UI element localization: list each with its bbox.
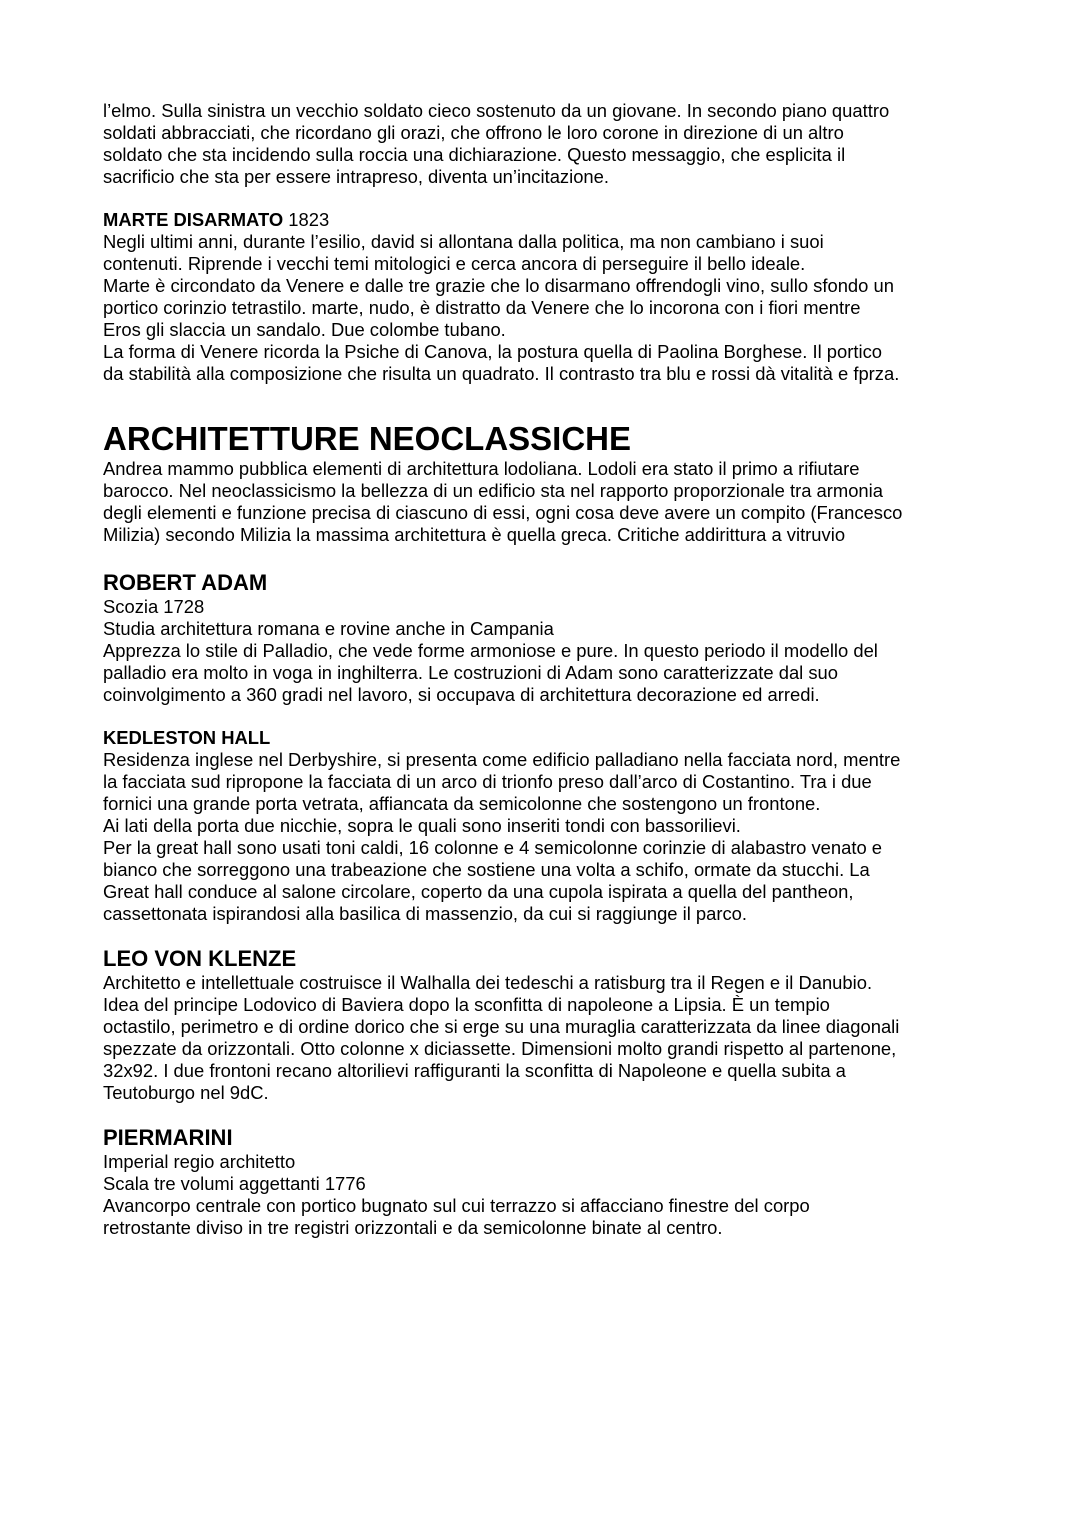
text-line: portico corinzio tetrastilo. marte, nudo, è distratto da Venere che lo incorona con i fiori mentre <box>103 297 861 318</box>
architetture-section <box>103 420 984 546</box>
text-line: Residenza inglese nel Derbyshire, si presenta come edificio palladiano nella facciata nord, mentre <box>103 749 901 770</box>
intro-paragraph <box>103 100 984 188</box>
text-line: Milizia) secondo Milizia la massima architettura è quella greca. Critiche addirittura a vitruvio <box>103 524 846 545</box>
text-line: Per la great hall sono usati toni caldi, 16 colonne e 4 semicolonne corinzie di alabastro venato e <box>103 837 883 858</box>
kedleston-section <box>103 727 984 925</box>
text-line: la facciata sud ripropone la facciata di un arco di trionfo preso dall’arco di Costantino. Tra i due <box>103 771 872 792</box>
text-line: Andrea mammo pubblica elementi di architettura lodoliana. Lodoli era stato il primo a rifiutare <box>103 458 860 479</box>
text-line: Scozia 1728 <box>103 596 205 617</box>
text-line: bianco che sorreggono una trabeazione che sostiene una volta a schifo, ormate da stucchi. La <box>103 859 870 880</box>
klenze-paragraph <box>103 972 984 1104</box>
text-line: soldati abbracciati, che ricordano gli orazi, che offrono le loro corone in direzione di un altro <box>103 122 844 143</box>
marte-section <box>103 209 984 385</box>
text-line: Architetto e intellettuale costruisce il Walhalla dei tedeschi a ratisburg tra il Regen e il Danubio. <box>103 972 873 993</box>
architetture-title: ARCHITETTURE NEOCLASSICHE <box>103 420 632 457</box>
text-line: Marte è circondato da Venere e dalle tre grazie che lo disarmano offrendogli vino, sullo sfondo un <box>103 275 894 296</box>
text-line: cassettonata ispirandosi alla basilica di massenzio, da cui si raggiunge il parco. <box>103 903 748 924</box>
text-line: Avancorpo centrale con portico bugnato sul cui terrazzo si affacciano finestre del corpo <box>103 1195 810 1216</box>
marte-title: MARTE DISARMATO <box>103 209 284 230</box>
klenze-title: LEO VON KLENZE <box>103 946 297 971</box>
text-line: degli elementi e funzione precisa di ciascuno di essi, ogni cosa deve avere un compito (Francesco <box>103 502 903 523</box>
text-line: Imperial regio architetto <box>103 1151 296 1172</box>
text-line: barocco. Nel neoclassicismo la bellezza di un edificio sta nel rapporto proporzionale tra armonia <box>103 480 883 501</box>
text-line: octastilo, perimetro e di ordine dorico che si erge su una muraglia caratterizzata da linee diagonali <box>103 1016 900 1037</box>
text-line: Idea del principe Lodovico di Baviera dopo la sconfitta di napoleone a Lipsia. È un tempio <box>103 994 830 1015</box>
adam-paragraph <box>103 596 984 706</box>
kedleston-title: KEDLESTON HALL <box>103 727 271 748</box>
text-line: retrostante diviso in tre registri orizzontali e da semicolonne binate al centro. <box>103 1217 723 1238</box>
text-line: sacrificio che sta per essere intrapreso, diventa un’incitazione. <box>103 166 610 187</box>
adam-title: ROBERT ADAM <box>103 570 268 595</box>
marte-paragraph <box>103 231 984 385</box>
text-line: soldato che sta incidendo sulla roccia una dichiarazione. Questo messaggio, che esplicita il <box>103 144 846 165</box>
intro-section <box>103 100 984 188</box>
text-line: fornici una grande porta vetrata, affiancata da semicolonne che sostengono un frontone. <box>103 793 821 814</box>
adam-section <box>103 570 984 706</box>
klenze-section <box>103 946 984 1104</box>
text-line: 32x92. I due frontoni recano altorilievi raffiguranti la sconfitta di Napoleone e quella subita a <box>103 1060 846 1081</box>
text-line: Great hall conduce al salone circolare, coperto da una cupola ispirata a quella del pantheon, <box>103 881 854 902</box>
text-line: Apprezza lo stile di Palladio, che vede forme armoniose e pure. In questo periodo il modello del <box>103 640 878 661</box>
text-line: palladio era molto in voga in inghilterra. Le costruzioni di Adam sono caratterizzate dal suo <box>103 662 839 683</box>
piermarini-title: PIERMARINI <box>103 1125 233 1150</box>
text-line: spezzate da orizzontali. Otto colonne x diciassette. Dimensioni molto grandi rispetto al partenone, <box>103 1038 897 1059</box>
piermarini-paragraph <box>103 1151 984 1239</box>
text-line: Teutoburgo nel 9dC. <box>103 1082 269 1103</box>
text-line: Scala tre volumi aggettanti 1776 <box>103 1173 366 1194</box>
text-line: contenuti. Riprende i vecchi temi mitologici e cerca ancora di perseguire il bello ideale. <box>103 253 806 274</box>
text-line: coinvolgimento a 360 gradi nel lavoro, si occupava di architettura decorazione ed arredi. <box>103 684 820 705</box>
piermarini-section <box>103 1125 984 1239</box>
text-line: Studia architettura romana e rovine anche in Campania <box>103 618 554 639</box>
text-line: Eros gli slaccia un sandalo. Due colombe tubano. <box>103 319 506 340</box>
marte-heading <box>103 209 984 231</box>
text-line: da stabilità alla composizione che risulta un quadrato. Il contrasto tra blu e rossi dà vitalità e fprza. <box>103 363 900 384</box>
text-line: l’elmo. Sulla sinistra un vecchio soldato cieco sostenuto da un giovane. In secondo piano quattro <box>103 100 890 121</box>
marte-year: 1823 <box>283 209 330 230</box>
text-line: Negli ultimi anni, durante l’esilio, david si allontana dalla politica, ma non cambiano i suoi <box>103 231 824 252</box>
kedleston-paragraph <box>103 749 984 925</box>
architetture-paragraph <box>103 458 984 546</box>
text-line: Ai lati della porta due nicchie, sopra le quali sono inseriti tondi con bassorilievi. <box>103 815 741 836</box>
text-line: La forma di Venere ricorda la Psiche di Canova, la postura quella di Paolina Borghese. Il portico <box>103 341 882 362</box>
